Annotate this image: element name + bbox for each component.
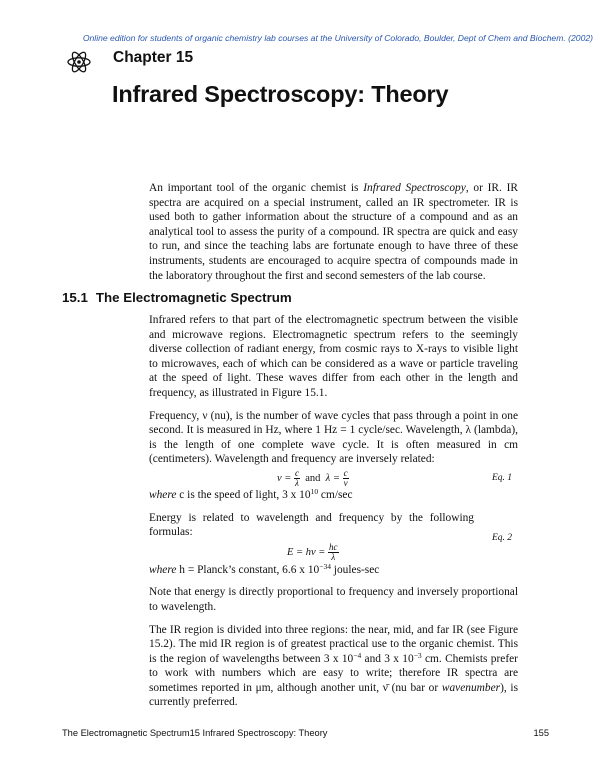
page-title: Infrared Spectroscopy: Theory [112,81,449,107]
section-body [149,313,518,718]
intro-block [149,181,518,291]
equation-1: ν = $\frac{c}{\lambda}$ and λ = $\frac{c}{\nu}$ Eq. 1 [277,467,512,488]
intro-paragraph: An important tool of the organic chemist is Infrared Spectroscopy, or IR. IR spectra are acquired on a special instrument, called an IR spectrometer. IR is used both to gather information about the structure of a compound and as an analytical tool to assess the purity of a compound. IR spectra are quick and easy to run, and since the teaching labs are fortunate enough to have three of these instruments, students are encouraged to acquire spectra of compounds made in the laboratory throughout the first and second semesters of the lab course. [149,182,518,282]
equation-1-label: Eq. 1 [491,472,512,483]
paragraph-energy-proportional: Note that energy is directly proportional to frequency and inversely proportional to wavelength. [149,586,518,613]
equation-2: E = hν = $\frac{hc}{\lambda}$ Eq. 2 [287,532,512,562]
chapter-label: Chapter 15 [113,49,194,66]
section-title: The Electromagnetic Spectrum [95,290,292,305]
equation-2-label: Eq. 2 [491,532,512,543]
paragraph-energy: Energy is related to wavelength and frequency by the following formulas: [149,511,474,539]
edition-note: Online edition for students of organic chemistry lab courses at the University of Colorado, Boulder, Dept of Chem and Biochem. (2002) [82,33,593,43]
section-number: 15.1 [62,290,88,305]
where-speed-of-light: where c is the speed of light, 3 x $10^{10}$ cm/sec [149,486,353,501]
page-footer [62,728,549,738]
paragraph-infrared: Infrared refers to that part of the electromagnetic spectrum between the visible and microwave regions. Electromagnetic spectrum refers to the seemingly diverse collection of radiant energy, from cosmic rays to X-rays to visible light to microwaves, each of which can be considered as a wave or particle traveling at the speed of light. These waves differ from each other in the length and frequency, as illustrated in Figure 15.1. [149,314,518,399]
where-planck-constant: where h = Planck’s constant, 6.6 x $10^{-34}$ joules-sec [149,561,380,576]
atom-icon [67,50,91,74]
footer-running-title: The Electromagnetic Spectrum15 Infrared Spectroscopy: Theory [62,728,328,738]
paragraph-ir-regions: The IR region is divided into three regions: the near, mid, and far IR (see Figure 15.2). The mid IR region is of greatest practical use to the organic chemist. This is the region of wavelengths between 3 x $10^{-4}$ and 3 x $10^{-3}$ cm. Chemists prefer to work with numbers which are easy to write; therefore IR spectra are sometimes reported in μm, although another unit, ν̄ (nu bar or wavenumber), is currently preferred. [149,623,519,709]
section-heading [62,290,292,305]
paragraph-frequency: Frequency, ν (nu), is the number of wave cycles that pass through a point in one second. It is measured in Hz, where 1 Hz = 1 cycle/sec. Wavelength, λ (lambda), is the length of one complete wave cycle. It is often measured in cm (centimeters). Wavelength and frequency are inversely related: [149,409,518,466]
page-number: 155 [533,728,549,738]
